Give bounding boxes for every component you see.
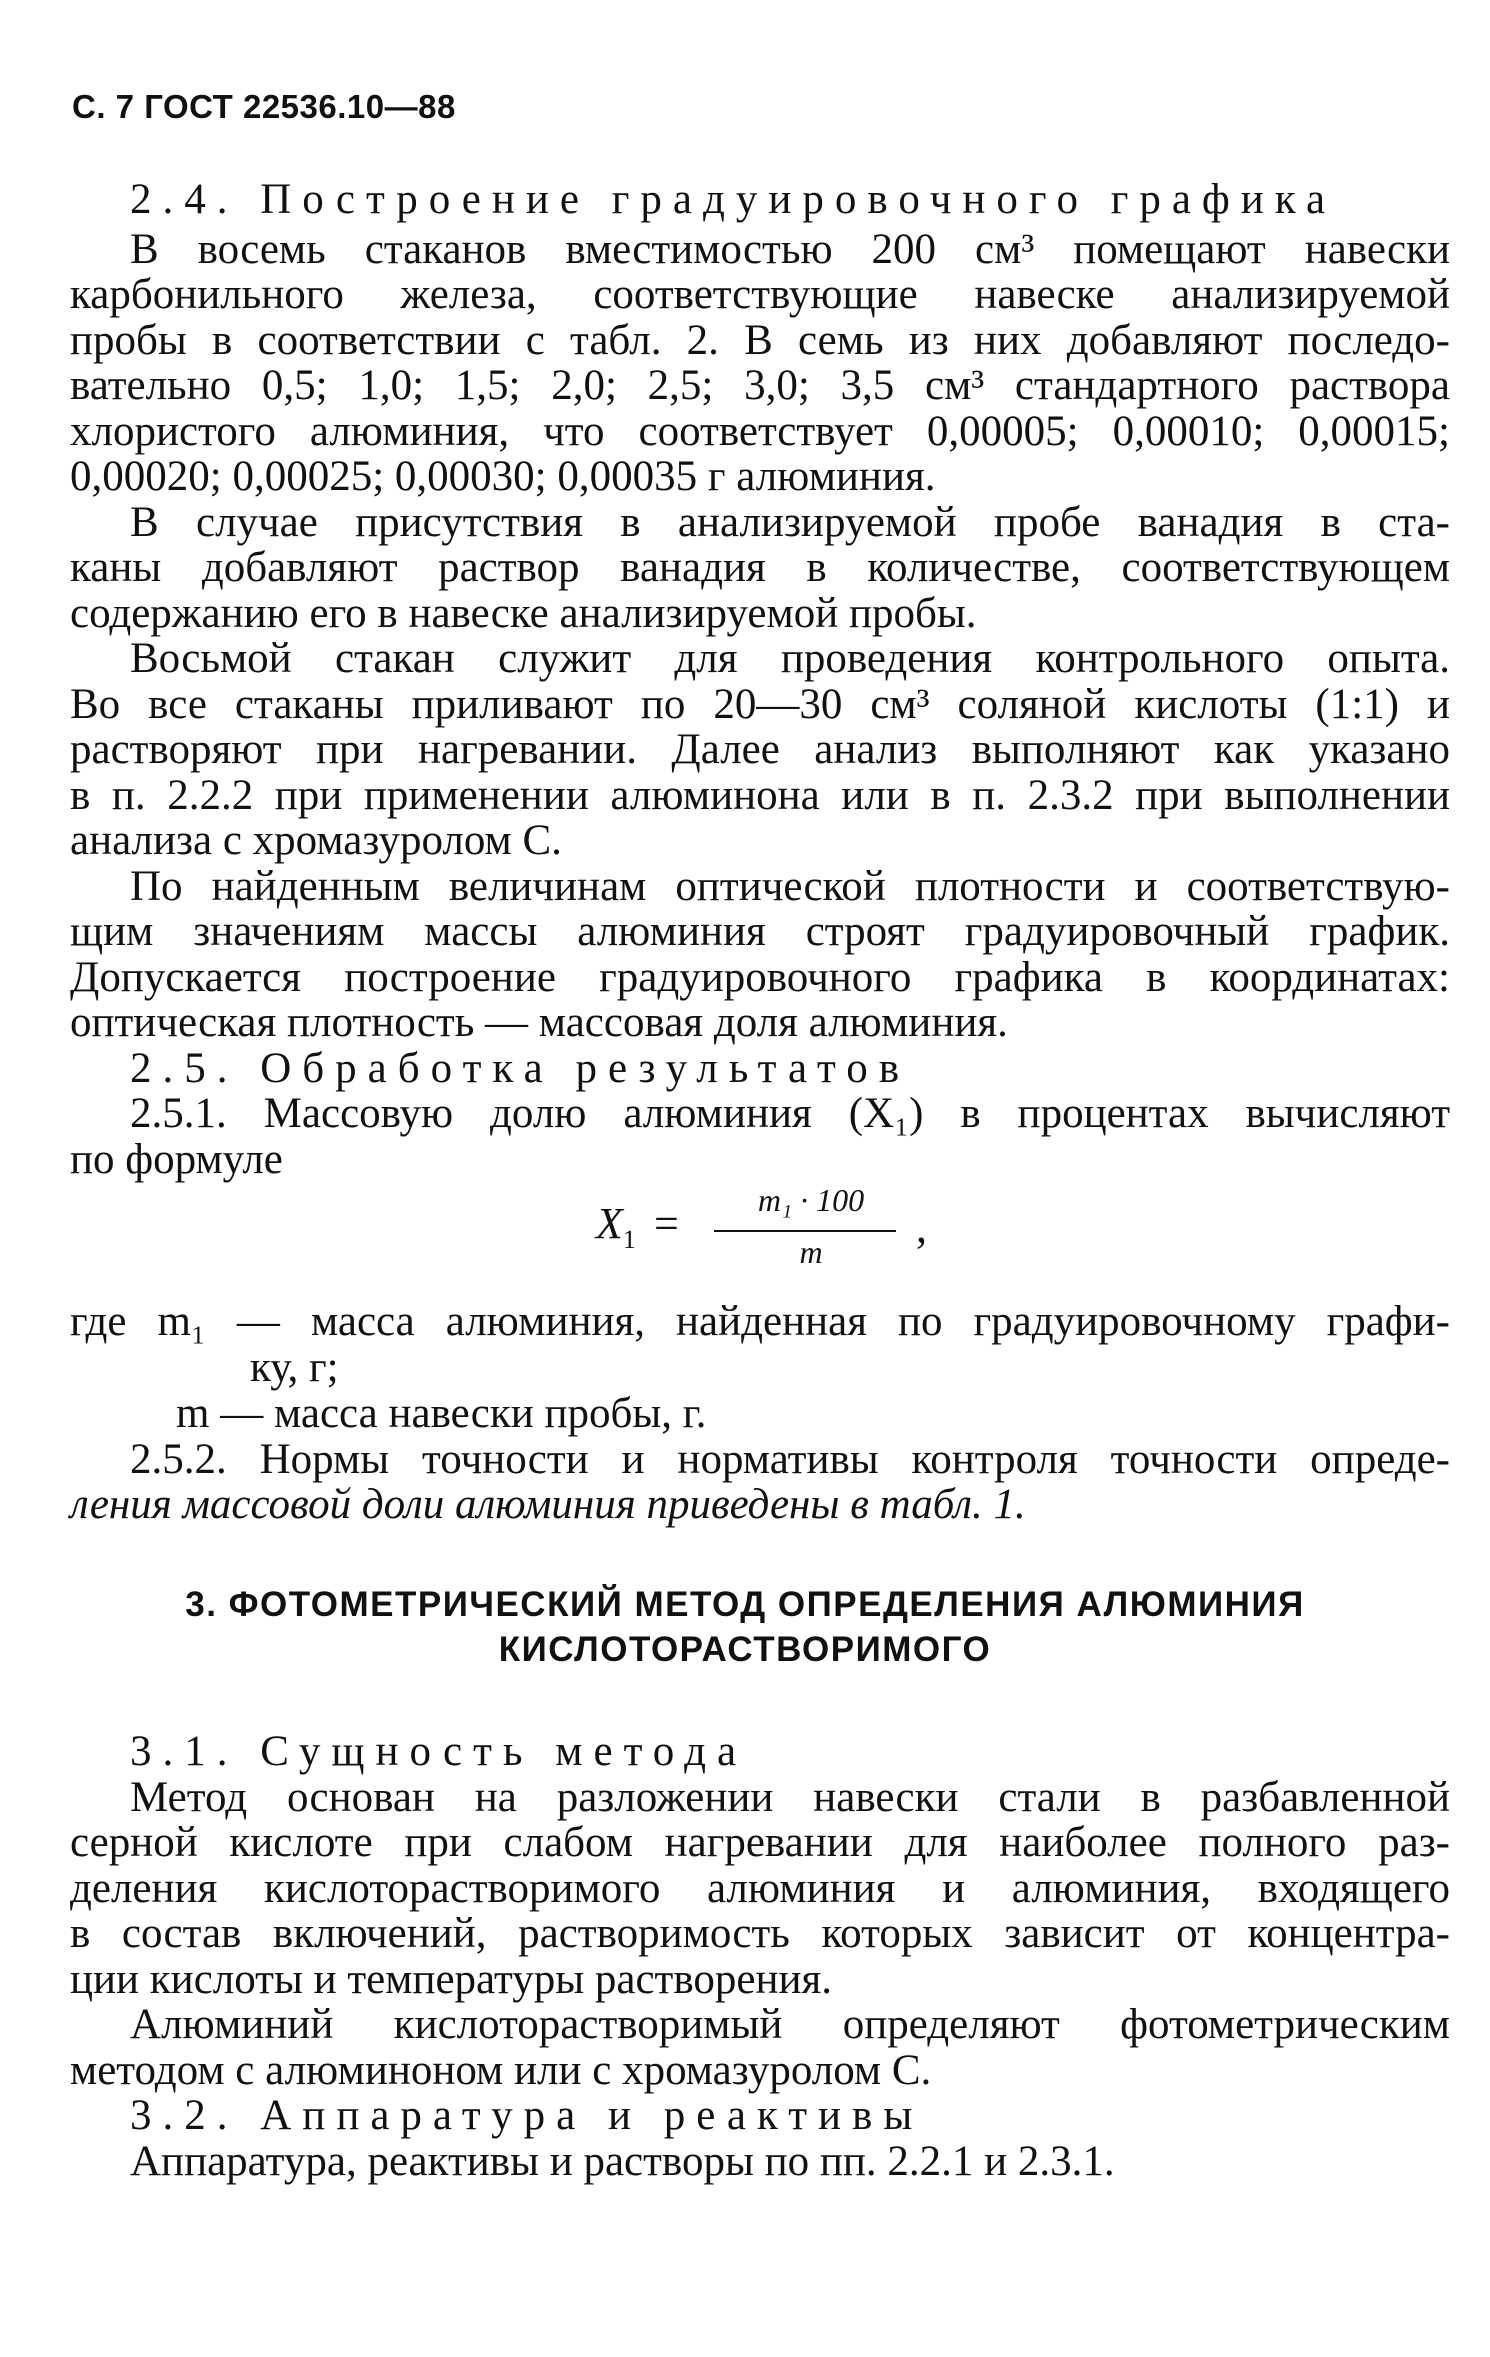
- paragraph-line: ления массовой доли алюминия приведены в табл. 1.: [70, 1481, 1026, 1528]
- paragraph-line: щим значениям массы алюминия строят градуировочный график.: [70, 908, 1450, 955]
- paragraph-line: в состав включений, растворимость которых зависит от концентра-: [70, 1910, 1450, 1957]
- fraction-bar: [714, 1230, 896, 1232]
- definition-line: ку, г;: [250, 1344, 339, 1391]
- formula-equals: =: [654, 1199, 679, 1248]
- paragraph-line: карбонильного железа, соответствующие навеске анализируемой: [70, 271, 1450, 318]
- paragraph-line: Во все стаканы приливают по 20—30 см³ соляной кислоты (1:1) и: [70, 681, 1450, 728]
- paragraph-line: методом с алюминоном или с хромазуролом С.: [70, 2047, 932, 2094]
- paragraph-line: Допускается построение градуировочного графика в координатах:: [70, 954, 1450, 1001]
- formula-comma: ,: [916, 1203, 927, 1252]
- paragraph-line: Восьмой стакан служит для проведения контрольного опыта.: [130, 635, 1450, 682]
- formula-denominator: m: [799, 1234, 823, 1270]
- paragraph-line: хлористого алюминия, что соответствует 0,00005; 0,00010; 0,00015;: [70, 408, 1450, 455]
- paragraph-line: Метод основан на разложении навески стали в разбавленной: [130, 1774, 1450, 1821]
- paragraph-line: В восемь стаканов вместимостью 200 см³ помещают навески: [130, 226, 1450, 273]
- paragraph-line: серной кислоте при слабом нагревании для наиболее полного раз-: [70, 1819, 1450, 1866]
- formula-x1: [596, 1182, 936, 1270]
- page-header: С. 7 ГОСТ 22536.10—88: [72, 88, 456, 125]
- paragraph-line: оптическая плотность — массовая доля алюминия.: [70, 999, 1008, 1046]
- paragraph-line: по формуле: [70, 1136, 283, 1183]
- formula-lhs: $X_1$: [596, 1199, 636, 1254]
- section-3-1-heading: 3.1. Сущность метода: [130, 1728, 748, 1775]
- section-3-title-cont: КИСЛОТОРАСТВОРИМОГО: [498, 1630, 992, 1669]
- paragraph-line: Аппаратура, реактивы и растворы по пп. 2.2.1 и 2.3.1.: [130, 2138, 1115, 2185]
- paragraph-line: в п. 2.2.2 при применении алюминона или в п. 2.3.2 при выполнении: [70, 772, 1450, 819]
- section-3-title: 3. ФОТОМЕТРИЧЕСКИЙ МЕТОД ОПРЕДЕЛЕНИЯ АЛЮМИНИЯ: [185, 1585, 1305, 1624]
- paragraph-line: анализа с хромазуролом С.: [70, 817, 562, 864]
- paragraph-line: содержанию его в навеске анализируемой пробы.: [70, 590, 977, 637]
- paragraph-line: Алюминий кислоторастворимый определяют фотометрическим: [130, 2001, 1450, 2048]
- section-3-2-heading: 3.2. Аппаратура и реактивы: [130, 2092, 924, 2139]
- section-2-5-heading: 2.5. Обработка результатов: [130, 1045, 910, 1092]
- paragraph-line: вательно 0,5; 1,0; 1,5; 2,0; 2,5; 3,0; 3,5 см³ стандартного раствора: [70, 362, 1450, 409]
- paragraph-line: 2.5.1. Массовую долю алюминия (X₁) в процентах вычисляют: [130, 1090, 1450, 1137]
- paragraph-line: растворяют при нагревании. Далее анализ выполняют как указано: [70, 726, 1450, 773]
- paragraph-line: 0,00020; 0,00025; 0,00030; 0,00035 г алюминия.: [70, 453, 936, 500]
- paragraph-line: ции кислоты и температуры растворения.: [70, 1956, 832, 2003]
- paragraph-line: По найденным величинам оптической плотности и соответствую-: [130, 863, 1450, 910]
- definition-line: m — масса навески пробы, г.: [176, 1390, 707, 1437]
- definition-line: где m₁ — масса алюминия, найденная по градуировочному графи-: [70, 1298, 1450, 1345]
- section-2-4-heading: 2.4. Построение градуировочного графика: [130, 176, 1337, 223]
- formula-numerator: m₁ · 100: [757, 1182, 865, 1218]
- paragraph-line: В случае присутствия в анализируемой пробе ванадия в ста-: [130, 499, 1450, 546]
- paragraph-line: каны добавляют раствор ванадия в количестве, соответствующем: [70, 544, 1450, 591]
- paragraph-line: 2.5.2. Нормы точности и нормативы контроля точности опреде-: [130, 1436, 1450, 1483]
- paragraph-line: деления кислоторастворимого алюминия и алюминия, входящего: [70, 1865, 1450, 1912]
- paragraph-line: пробы в соответствии с табл. 2. В семь из них добавляют последо-: [70, 317, 1450, 364]
